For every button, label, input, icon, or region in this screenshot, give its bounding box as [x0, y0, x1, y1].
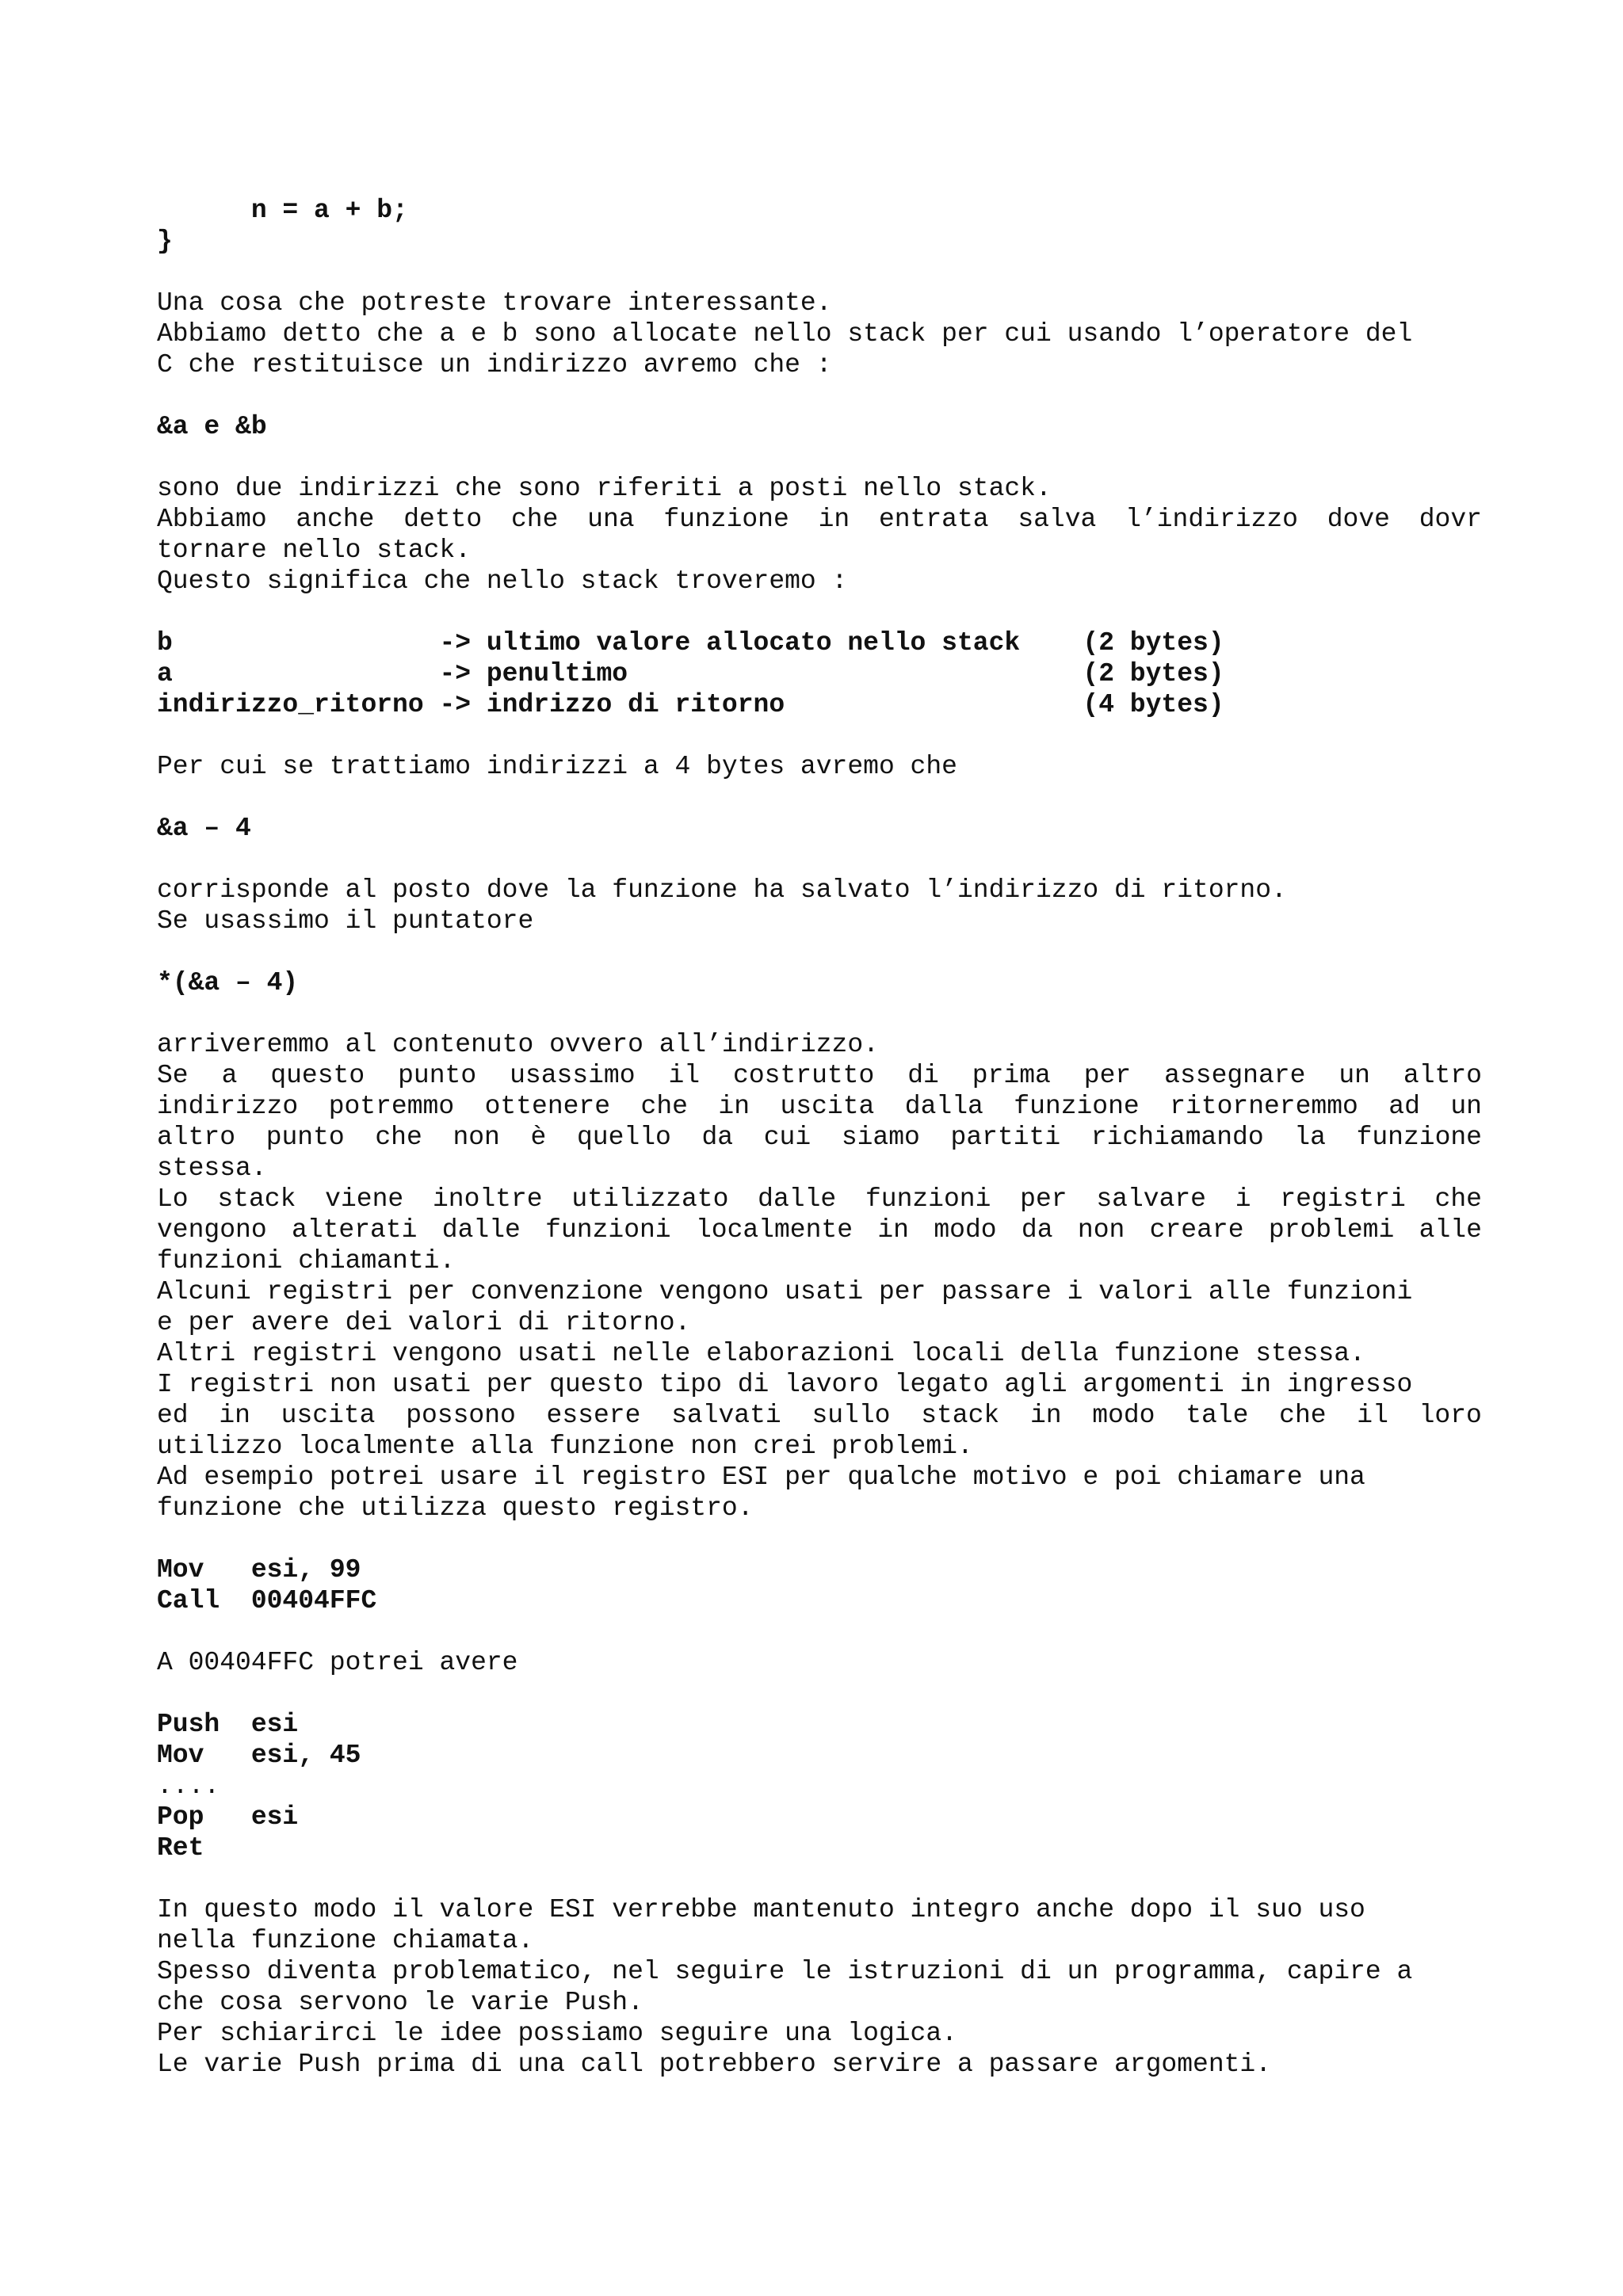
word: salvati — [671, 1401, 781, 1430]
text-line: funzioni chiamanti. — [157, 1246, 456, 1276]
word: uscita — [780, 1092, 875, 1121]
word: non — [1077, 1215, 1125, 1245]
spacer — [157, 1863, 1482, 1894]
word: per — [1020, 1184, 1067, 1214]
word: detto — [403, 505, 483, 534]
text-line: corrisponde al posto dove la funzione ha salvato l’indirizzo di ritorno. — [157, 875, 1287, 905]
word: a — [221, 1061, 238, 1090]
word: funzioni — [865, 1184, 991, 1214]
asm-line: Mov esi, 45 — [157, 1741, 361, 1770]
text-line: utilizzo localmente alla funzione non crei problemi. — [157, 1432, 973, 1461]
text-line: e per avere dei valori di ritorno. — [157, 1308, 691, 1337]
text-line: tornare nello stack. — [157, 536, 472, 565]
word: modo — [1092, 1401, 1155, 1430]
text-line: Alcuni registri per convenzione vengono usati per passare i valori alle funzioni — [157, 1277, 1413, 1306]
word: altro — [1403, 1061, 1482, 1090]
word: inoltre — [432, 1184, 543, 1214]
spacer — [157, 998, 1482, 1029]
word: assegnare — [1164, 1061, 1306, 1090]
word: modo — [934, 1215, 997, 1245]
word: uscita — [281, 1401, 376, 1430]
document-page — [157, 195, 1482, 2080]
text-line: Se usassimo il puntatore — [157, 906, 534, 936]
stack-table-row: indirizzo_ritorno -> indrizzo di ritorno (4 bytes) — [157, 690, 1224, 719]
spacer — [157, 597, 1482, 627]
word: ad — [1388, 1092, 1420, 1121]
spacer — [157, 720, 1482, 751]
word: in — [818, 505, 850, 534]
text-line: C che restituisce un indirizzo avremo che : — [157, 350, 832, 379]
word: una — [587, 505, 635, 534]
word: in — [219, 1401, 250, 1430]
word: in — [877, 1215, 909, 1245]
word: la — [1294, 1123, 1326, 1152]
text-line: Spesso diventa problematico, nel seguire le istruzioni di un programma, capire a — [157, 1957, 1413, 1986]
code-line: } — [157, 227, 173, 256]
word: potremmo — [328, 1092, 455, 1121]
word: utilizzato — [571, 1184, 729, 1214]
code-expression: &a e &b — [157, 412, 267, 441]
text-line: A 00404FFC potrei avere — [157, 1648, 518, 1677]
word: localmente — [695, 1215, 854, 1245]
asm-line: Ret — [157, 1833, 204, 1863]
spacer — [157, 782, 1482, 813]
spacer — [157, 380, 1482, 411]
spacer — [157, 442, 1482, 473]
justified-line — [157, 1400, 1482, 1431]
word: richiamando — [1090, 1123, 1264, 1152]
text-line: Abbiamo detto che a e b sono allocate nello stack per cui usando l’operatore del — [157, 319, 1413, 349]
word: loro — [1419, 1401, 1482, 1430]
spacer — [157, 936, 1482, 967]
justified-line — [157, 504, 1482, 535]
word: punto — [398, 1061, 477, 1090]
word: un — [1338, 1061, 1370, 1090]
word: funzione — [1356, 1123, 1482, 1152]
text-line: In questo modo il valore ESI verrebbe mantenuto integro anche dopo il suo uso — [157, 1895, 1365, 1924]
word: stack — [217, 1184, 296, 1214]
word: siamo — [841, 1123, 920, 1152]
word: costrutto — [733, 1061, 875, 1090]
text-line: Per cui se trattiamo indirizzi a 4 bytes avremo che — [157, 752, 957, 781]
word: salva — [1018, 505, 1097, 534]
text-line: Questo significa che nello stack troveremo : — [157, 566, 848, 596]
word: altro — [157, 1123, 236, 1152]
spacer — [157, 1616, 1482, 1647]
word: è — [530, 1123, 547, 1152]
word: da — [1021, 1215, 1053, 1245]
word: Abbiamo — [157, 505, 267, 534]
word: il — [668, 1061, 701, 1090]
word: problemi — [1268, 1215, 1395, 1245]
code-expression: &a – 4 — [157, 814, 251, 843]
text-line: sono due indirizzi che sono riferiti a posti nello stack. — [157, 474, 1052, 503]
asm-line: Mov esi, 99 — [157, 1555, 361, 1585]
word: sullo — [812, 1401, 891, 1430]
word: partiti — [950, 1123, 1061, 1152]
word: usassimo — [510, 1061, 636, 1090]
spacer — [157, 844, 1482, 875]
word: questo — [270, 1061, 365, 1090]
word: dalle — [441, 1215, 521, 1245]
text-line: nella funzione chiamata. — [157, 1926, 534, 1955]
text-line: Altri registri vengono usati nelle elaborazioni locali della funzione stessa. — [157, 1339, 1365, 1368]
justified-line — [157, 1184, 1482, 1215]
word: viene — [325, 1184, 404, 1214]
word: per — [1083, 1061, 1132, 1090]
word: dalla — [904, 1092, 983, 1121]
word: stack — [921, 1401, 1000, 1430]
word: possono — [406, 1401, 516, 1430]
text-line: I registri non usati per questo tipo di lavoro legato agli argomenti in ingresso — [157, 1370, 1413, 1399]
word: vengono — [157, 1215, 267, 1245]
word: dovr — [1419, 505, 1482, 534]
word: da — [701, 1123, 734, 1152]
text-line: Le varie Push prima di una call potrebbero servire a passare argomenti. — [157, 2050, 1272, 2079]
word: tale — [1186, 1401, 1249, 1430]
word: alterati — [291, 1215, 418, 1245]
spacer — [157, 257, 1482, 288]
justified-line — [157, 1215, 1482, 1245]
word: Lo — [157, 1184, 189, 1214]
text-line: arriveremmo al contenuto ovvero all’indirizzo. — [157, 1030, 879, 1059]
asm-line: Push esi — [157, 1710, 299, 1739]
word: Se — [157, 1061, 189, 1090]
text-line: Per schiarirci le idee possiamo seguire una logica. — [157, 2019, 957, 2048]
word: che — [1434, 1184, 1482, 1214]
word: in — [718, 1092, 750, 1121]
justified-line — [157, 1122, 1482, 1153]
justified-line — [157, 1091, 1482, 1122]
word: entrata — [878, 505, 989, 534]
code-expression: *(&a – 4) — [157, 968, 299, 997]
word: non — [453, 1123, 500, 1152]
text-line: Ad esempio potrei usare il registro ESI per qualche motivo e poi chiamare una — [157, 1463, 1365, 1492]
code-line: n = a + b; — [157, 196, 408, 225]
word: punto — [265, 1123, 345, 1152]
justified-line — [157, 1060, 1482, 1091]
word: quello — [577, 1123, 671, 1152]
text-line: Una cosa che potreste trovare interessante. — [157, 288, 832, 318]
word: dalle — [758, 1184, 837, 1214]
word: ed — [157, 1401, 189, 1430]
word: di — [907, 1061, 939, 1090]
word: anche — [296, 505, 375, 534]
asm-line: Call 00404FFC — [157, 1586, 377, 1615]
word: l’indirizzo — [1125, 505, 1298, 534]
word: prima — [972, 1061, 1051, 1090]
word: essere — [546, 1401, 641, 1430]
word: che — [1279, 1401, 1327, 1430]
word: in — [1029, 1401, 1062, 1430]
word: creare — [1149, 1215, 1244, 1245]
asm-line: .... — [157, 1772, 220, 1801]
word: i — [1235, 1184, 1251, 1214]
word: ritorneremmo — [1170, 1092, 1358, 1121]
word: che — [640, 1092, 688, 1121]
word: dove — [1327, 505, 1390, 534]
spacer — [157, 1678, 1482, 1709]
spacer — [157, 1524, 1482, 1554]
word: ottenere — [484, 1092, 611, 1121]
word: registri — [1280, 1184, 1406, 1214]
word: funzioni — [545, 1215, 671, 1245]
stack-table-row: b -> ultimo valore allocato nello stack (2 bytes) — [157, 628, 1224, 658]
word: che — [510, 505, 559, 534]
word: funzione — [1014, 1092, 1140, 1121]
word: un — [1450, 1092, 1482, 1121]
word: salvare — [1096, 1184, 1206, 1214]
word: il — [1357, 1401, 1388, 1430]
word: indirizzo — [157, 1092, 299, 1121]
text-line: che cosa servono le varie Push. — [157, 1988, 643, 2017]
text-line: stessa. — [157, 1154, 267, 1183]
word: cui — [763, 1123, 812, 1152]
stack-table-row: a -> penultimo (2 bytes) — [157, 659, 1224, 688]
word: che — [375, 1123, 422, 1152]
text-line: funzione che utilizza questo registro. — [157, 1493, 754, 1523]
word: funzione — [663, 505, 789, 534]
asm-line: Pop esi — [157, 1802, 299, 1832]
word: alle — [1419, 1215, 1482, 1245]
